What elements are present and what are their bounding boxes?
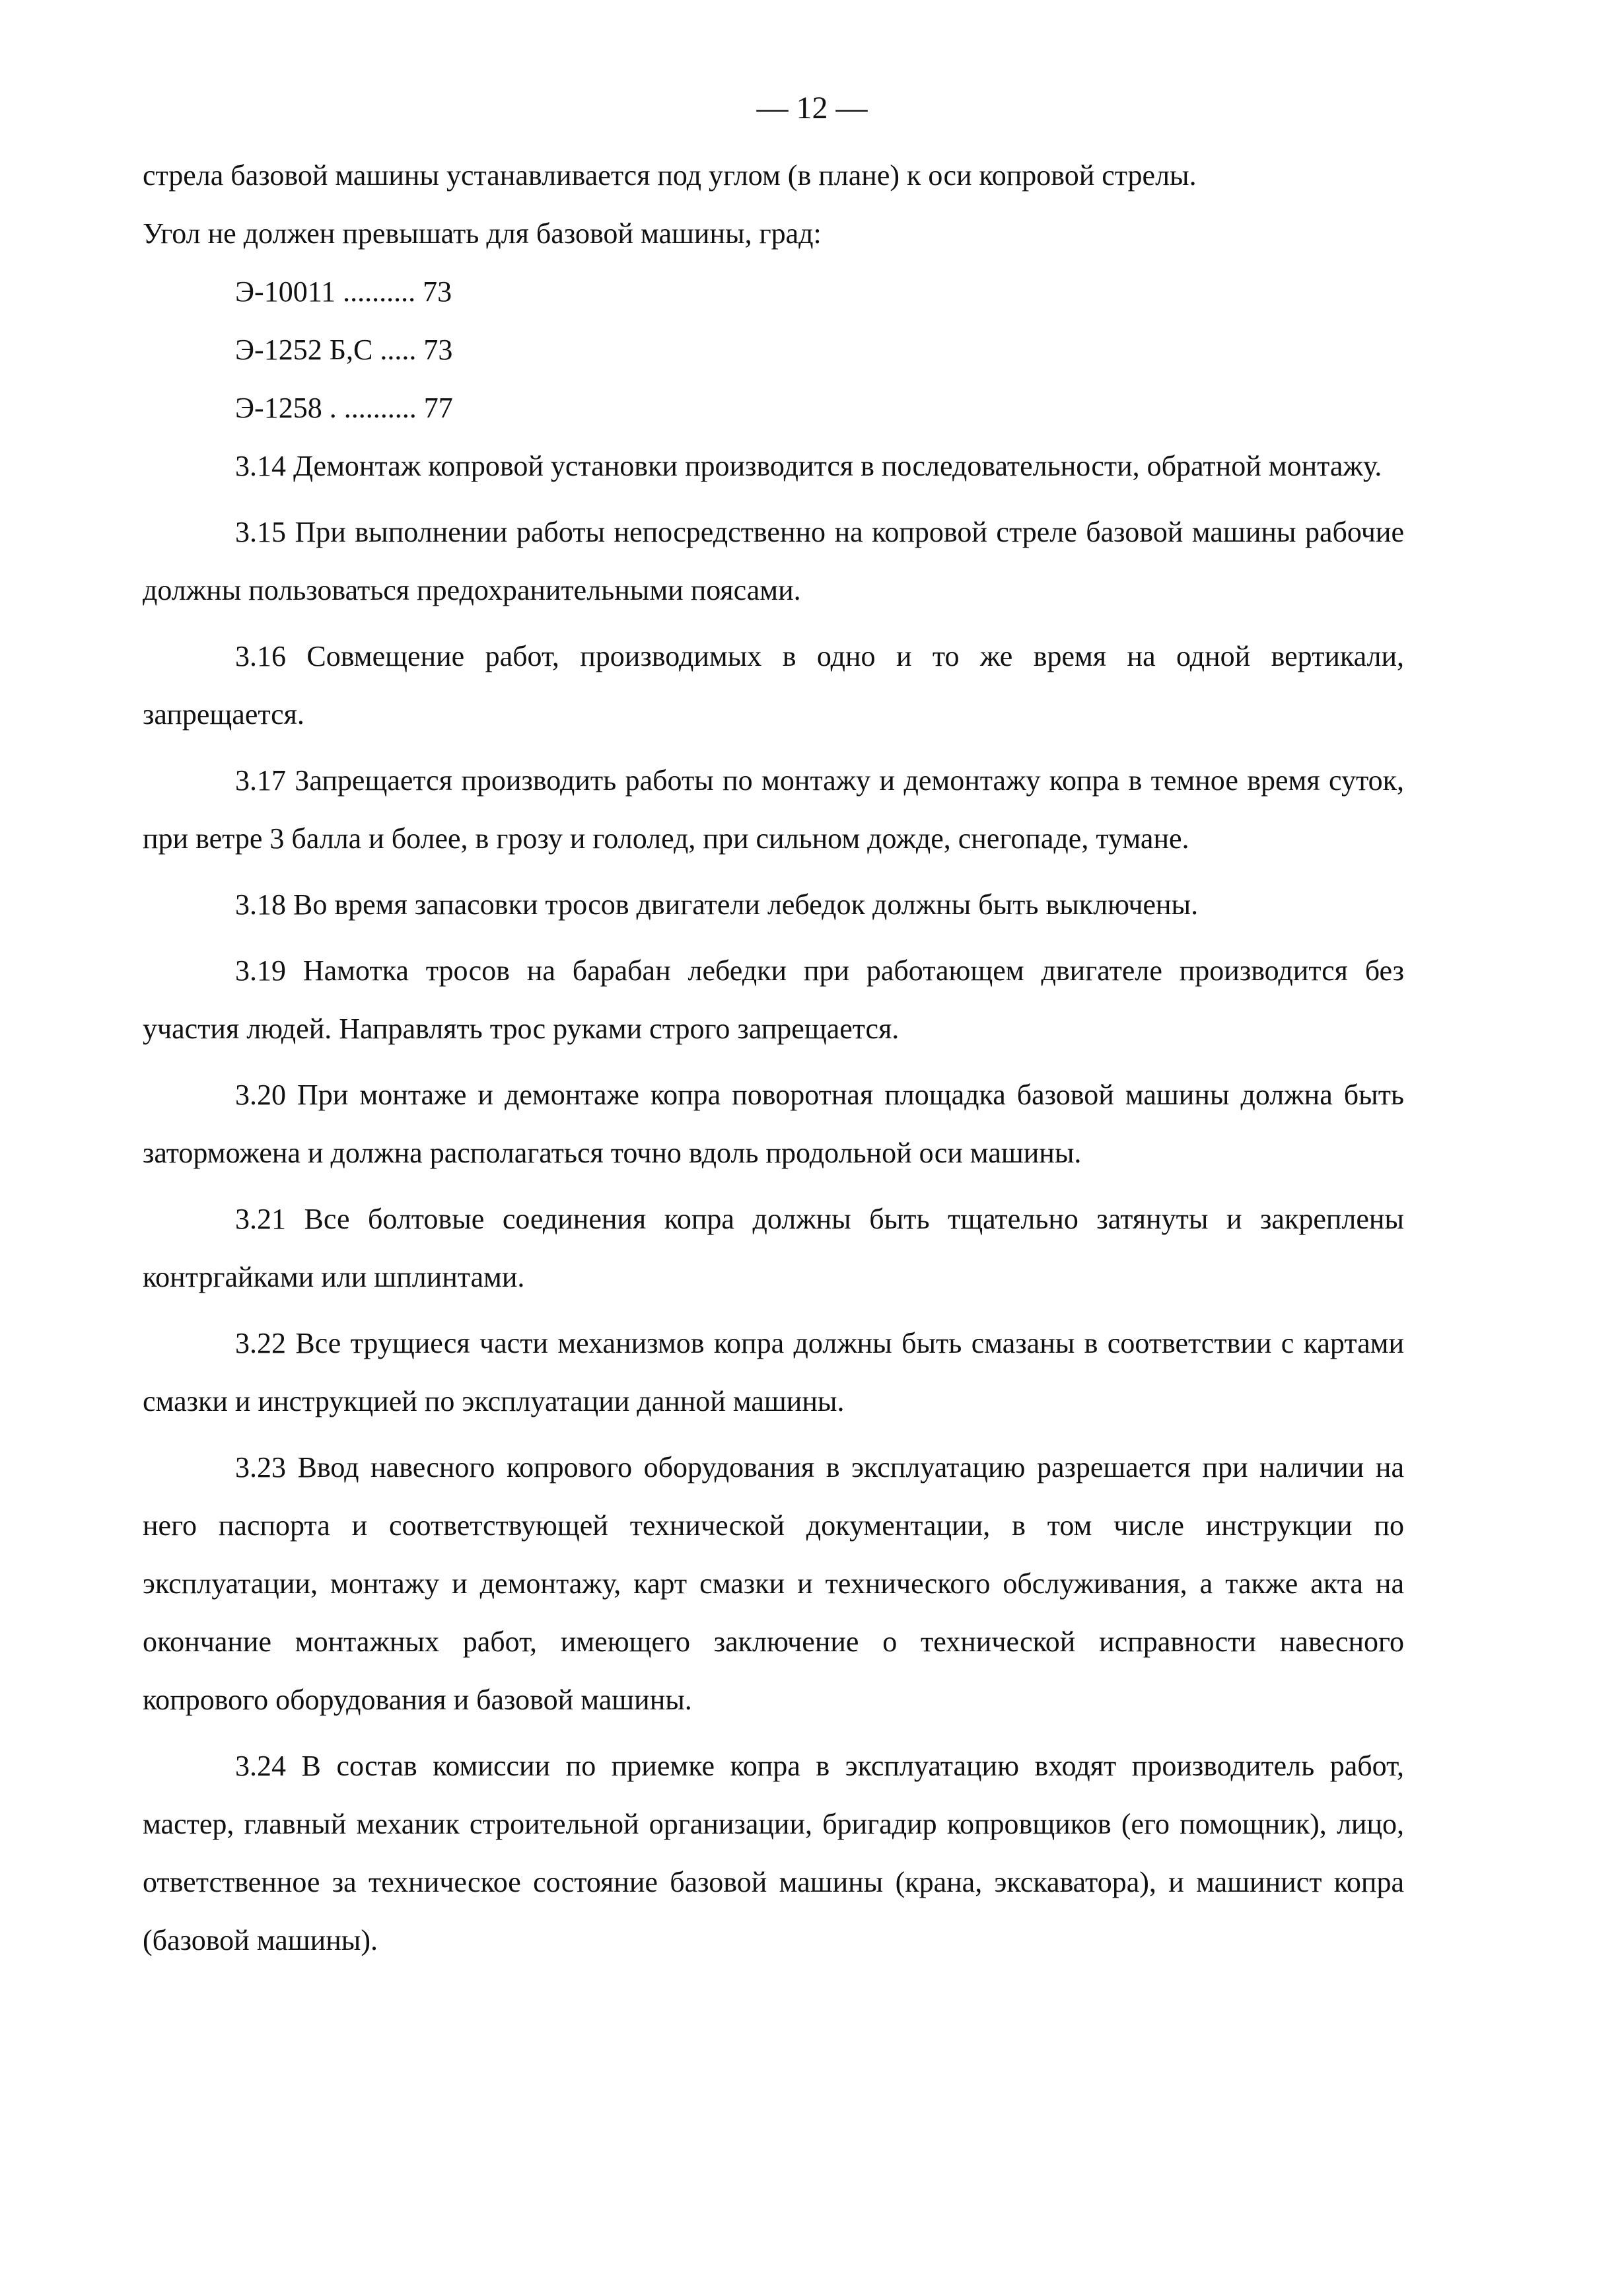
- paragraph-3-15: 3.15 При выполнении работы непосредственно на копровой стреле базовой машины рабочие должны пользоваться предохранительными поясами.: [143, 516, 1404, 606]
- machine-angle-item: Э-1258 . .......... 77: [235, 392, 453, 424]
- intro-line-2: Угол не должен превышать для базовой машины, град:: [143, 217, 822, 250]
- paragraph-3-23: 3.23 Ввод навесного копрового оборудования в эксплуатацию разрешается при наличии на него паспорта и соответствующей технической документации, в том числе инструкции по эксплуатации, монтажу и демонтажу, карт смазки и технического обслуживания, а также акта на окончание монтажных работ, имеющего заключение о технической исправности навесного копрового оборудования и базовой машины.: [143, 1451, 1404, 1716]
- page-number: — 12 —: [756, 90, 868, 125]
- paragraph-3-16: 3.16 Совмещение работ, производимых в одно и то же время на одной вертикали, запрещается.: [143, 640, 1404, 731]
- paragraph-3-17: 3.17 Запрещается производить работы по монтажу и демонтажу копра в темное время суток, при ветре 3 балла и более, в грозу и гололед, при сильном дожде, снегопаде, тумане.: [143, 764, 1404, 855]
- paragraph-3-14: 3.14 Демонтаж копровой установки производится в последовательности, обратной монтажу.: [235, 450, 1382, 482]
- paragraph-3-22: 3.22 Все трущиеся части механизмов копра должны быть смазаны в соответствии с картами смазки и инструкцией по эксплуатации данной машины.: [143, 1327, 1404, 1417]
- machine-angle-item: Э-1252 Б,С ..... 73: [235, 334, 453, 366]
- paragraph-3-19: 3.19 Намотка тросов на барабан лебедки при работающем двигателе производится без участия людей. Направлять трос руками строго запрещается.: [143, 954, 1404, 1045]
- paragraph-3-21: 3.21 Все болтовые соединения копра должны быть тщательно затянуты и закреплены контргайками или шплинтами.: [143, 1203, 1404, 1293]
- paragraph-3-20: 3.20 При монтаже и демонтаже копра поворотная площадка базовой машины должна быть заторможена и должна располагаться точно вдоль продольной оси машины.: [143, 1079, 1404, 1169]
- intro-line-1: стрела базовой машины устанавливается под углом (в плане) к оси копровой стрелы.: [143, 159, 1197, 192]
- paragraph-3-18: 3.18 Во время запасовки тросов двигатели лебедок должны быть выключены.: [235, 888, 1199, 921]
- machine-angle-item: Э-10011 .......... 73: [235, 275, 452, 308]
- paragraph-3-24: 3.24 В состав комиссии по приемке копра в эксплуатацию входят производитель работ, мастер, главный механик строительной организации, бригадир копровщиков (его помощник), лицо, ответственное за техническое состояние базовой машины (крана, экскаватора), и машинист копра (базовой машины).: [143, 1750, 1404, 1956]
- document-body: [143, 147, 1404, 1970]
